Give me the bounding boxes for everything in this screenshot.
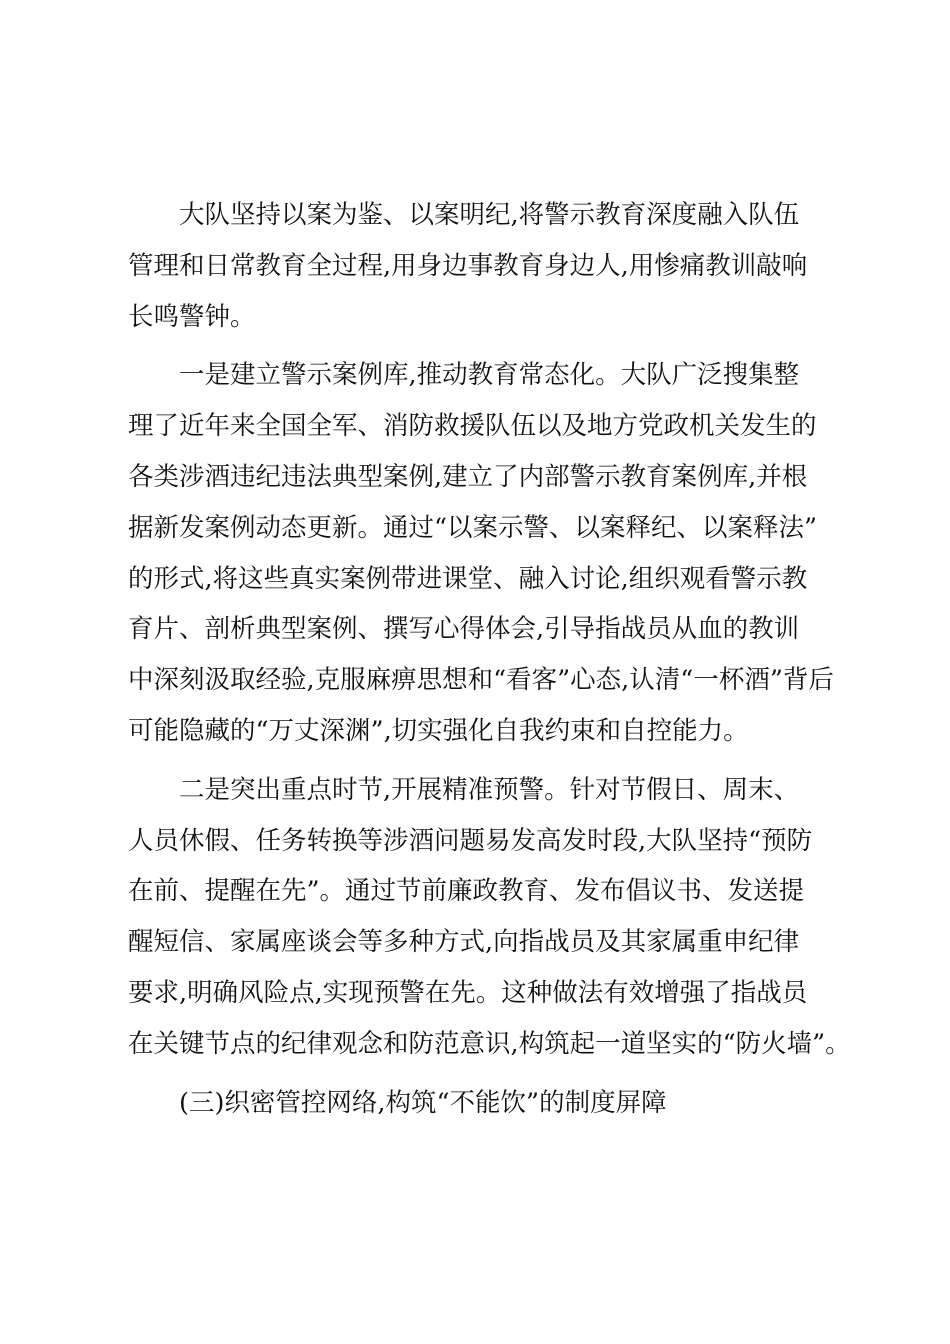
document-body — [128, 190, 851, 1128]
paragraph-line: 长鸣警钟。 — [128, 301, 256, 332]
paragraph-line: 二是突出重点时节,开展精准预警。针对节假日、周末、 — [179, 774, 800, 805]
paragraph-line: 理了近年来全国全军、消防救援队伍以及地方党政机关发生的 — [128, 411, 817, 442]
paragraph-line: 在关键节点的纪律观念和防范意识,构筑起一道坚实的“防火墙”。 — [128, 1028, 851, 1059]
paragraph-line: 的形式,将这些真实案例带进课堂、融入讨论,组织观看警示教 — [128, 563, 808, 594]
paragraph-line: 各类涉酒违纪违法典型案例,建立了内部警示教育案例库,并根 — [128, 461, 808, 492]
paragraph-line: 育片、剖析典型案例、撰写心得体会,引导指战员从血的教训 — [128, 614, 800, 645]
paragraph-line: 大队坚持以案为鉴、以案明纪,将警示教育深度融入队伍 — [179, 200, 800, 230]
paragraph-key-periods — [128, 765, 851, 1070]
paragraph-line: 人员休假、任务转换等涉酒问题易发高发时段,大队坚持“预防 — [128, 825, 813, 856]
section-heading — [128, 1078, 828, 1129]
paragraph-line: 据新发案例动态更新。通过“以案示警、以案释纪、以案释法” — [128, 512, 818, 543]
paragraph-intro — [128, 190, 828, 342]
paragraph-line: 中深刻汲取经验,克服麻痹思想和“看客”心态,认清“一杯酒”背后 — [128, 665, 834, 696]
paragraph-line: 要求,明确风险点,实现预警在先。这种做法有效增强了指战员 — [128, 977, 808, 1008]
paragraph-line: 可能隐藏的“万丈深渊”,切实强化自我约束和自控能力。 — [128, 715, 749, 746]
paragraph-line: 一是建立警示案例库,推动教育常态化。大队广泛搜集整 — [179, 360, 800, 391]
paragraph-line: 管理和日常教育全过程,用身边事教育身边人,用惨痛教训敲响 — [128, 250, 808, 281]
paragraph-line: 在前、提醒在先”。通过节前廉政教育、发布倡议书、发送提 — [128, 876, 805, 907]
paragraph-line: 醒短信、家属座谈会等多种方式,向指战员及其家属重申纪律 — [128, 927, 800, 958]
paragraph-case-library — [128, 350, 834, 756]
section-heading-text: (三)织密管控网络,构筑“不能饮”的制度屏障 — [179, 1087, 667, 1118]
